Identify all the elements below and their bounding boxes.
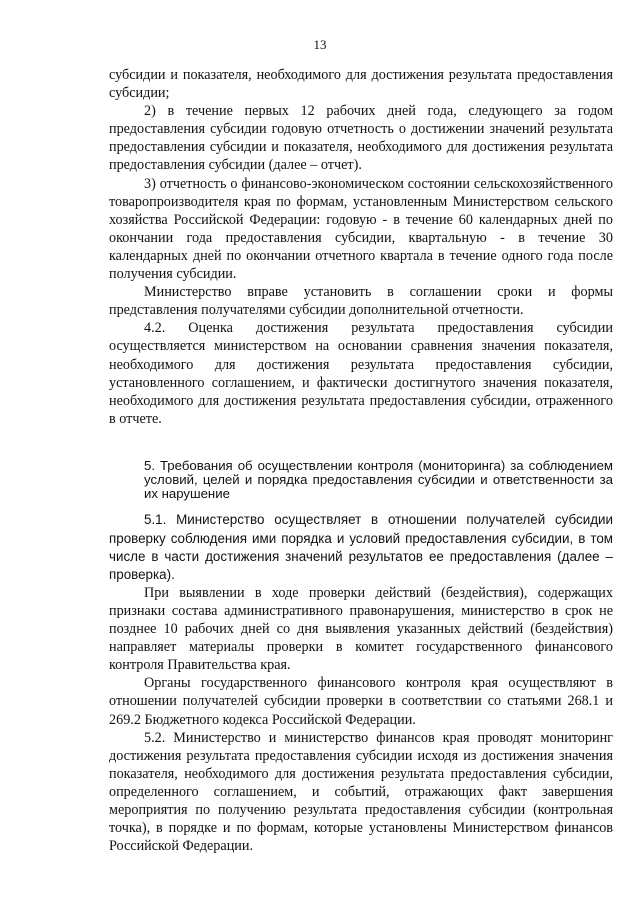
paragraph-continuation: субсидии и показателя, необходимого для достижения результата предоставления субсидии; [109,67,613,102]
paragraph-financial-control: Органы государственного финансового контроля края осуществляют в отношении получателей субсидии проверки в соответствии со статьями 268.1 и 269.2 Бюджетного кодекса Российской Федерации. [109,675,613,728]
paragraph-item-2: 2) в течение первых 12 рабочих дней года, следующего за годом предоставления субсидии годовую отчетность о достижении значений результата предоставления субсидии и показателя, необходимого для достижения результата предоставления субсидии (далее – отчет). [109,103,613,174]
paragraph-5-2: 5.2. Министерство и министерство финансов края проводят мониторинг достижения результата предоставления субсидии исходя из достижения значения показателя, необходимого для достижения результата предоставления субсидии, определенного соглашением, и событий, отражающих факт завершения мероприятия по получению результата предоставления субсидии (контрольная точка), в порядке и по формам, которые установлены Министерством финансов Российской Федерации. [109,729,613,855]
paragraph-additional-reporting: Министерство вправе установить в соглашении сроки и формы представления получателями субсидии дополнительной отчетности. [109,284,613,319]
page-number: 13 [313,37,327,52]
section-5-heading: 5. Требования об осуществлении контроля (мониторинга) за соблюдением условий, целей и порядка предоставления субсидии и ответственности за их нарушение [144,457,613,502]
paragraph-violation-detection: При выявлении в ходе проверки действий (бездействия), содержащих признаки состава административного правонарушения, министерство в срок не позднее 10 рабочих дней со дня выявления указанных действий (бездействия) направляет материалы проверки в комитет государственного финансового контроля Правительства края. [109,584,613,674]
document-body [109,66,613,855]
paragraph-item-3: 3) отчетность о финансово-экономическом состоянии сельскохозяйственного товаропроизводителя края по формам, установленным Министерством сельского хозяйства Российской Федерации: годовую - в течение 60 календарных дней по окончании года предоставления субсидии, квартальную - в течение 30 календарных дней по окончании отчетного квартала в течение одного года после получения субсидии. [109,175,613,283]
paragraph-5-1: 5.1. Министерство осуществляет в отношении получателей субсидии проверку соблюдения ими порядка и условий предоставления субсидии, в том числе в части достижения значений результатов ее предоставления (далее –проверка). [109,512,613,582]
paragraph-4-2: 4.2. Оценка достижения результата предоставления субсидии осуществляется министерством на основании сравнения значения показателя, необходимого для достижения результата предоставления субсидии, установленного соглашением, и фактически достигнутого значения показателя, необходимого для достижения результата предоставления субсидии, отраженного в отчете. [109,320,613,427]
